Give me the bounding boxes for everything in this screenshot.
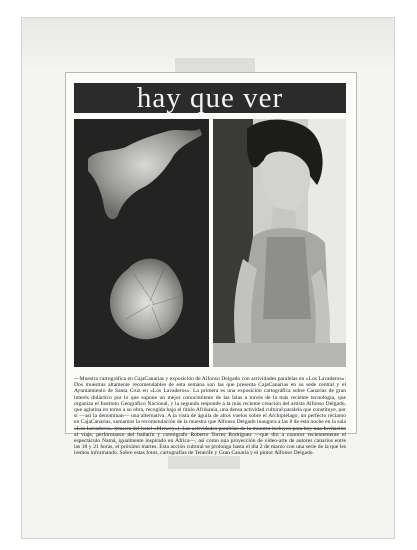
article-body: —Muestra cartográfica en CajaCanarias y exposición de Alfonso Delgado con actividades paralelas en «Los Lavaderos»: Dos muestras altamente recomendables de esta semana son las que presenta CajaCanarias en su sede central y el Ayuntamiento de Santa Cruz en «Los Lavaderos». La primera es una exposición cartográfica sobre Canarias de gran interés didáctico por lo que supone un mejor conocimiento de las Islas a través de la más reciente tecnología, que organiza el Instituto Geográfico Nacional, y la segunda responde a la más reciente creación del artista Alfonso Delgado, que aglutina en torno a su obra, recogida bajo el título Afrikania, una densa actividad cultural paralela que constituye, por sí —así la denominan— una alternativa. A la vista de águila de altos vuelos sobre el Archipiélago, un perfecto reclamo en CajaCanarias, sumamos la recomendación de la muestra que Alfonso Delgado inaugura a las 8 de esta noche en la sala al viaje, performance del bailarín y coreógrafo Roberto Torres Rodríguez —que dio a conocer recientemente el espectáculo Namá, igualmente inspirado en África—, así como una proyección de vídeo-arte de autores canarios entre las 18 y 21 horas, el próximo martes. Esta acción cultural se prolonga hasta el día 2 de marzo con una serie de la que les iremos informando. Sobre estas fotos, cartografías de Tenerife y Gran Canaria y el pintor Alfonso Delgado.	[74, 376, 346, 457]
newspaper-clipping	[65, 72, 357, 457]
headline-text: hay que ver	[136, 82, 284, 114]
islands-map-graphic	[74, 119, 209, 367]
bottom-rule	[74, 428, 346, 429]
headline-banner	[74, 83, 346, 113]
tape-strip-top	[175, 58, 255, 72]
tape-strip-bottom	[168, 456, 240, 469]
satellite-map-photo	[74, 119, 209, 367]
portrait-graphic	[213, 119, 346, 367]
portrait-photo	[213, 119, 346, 367]
